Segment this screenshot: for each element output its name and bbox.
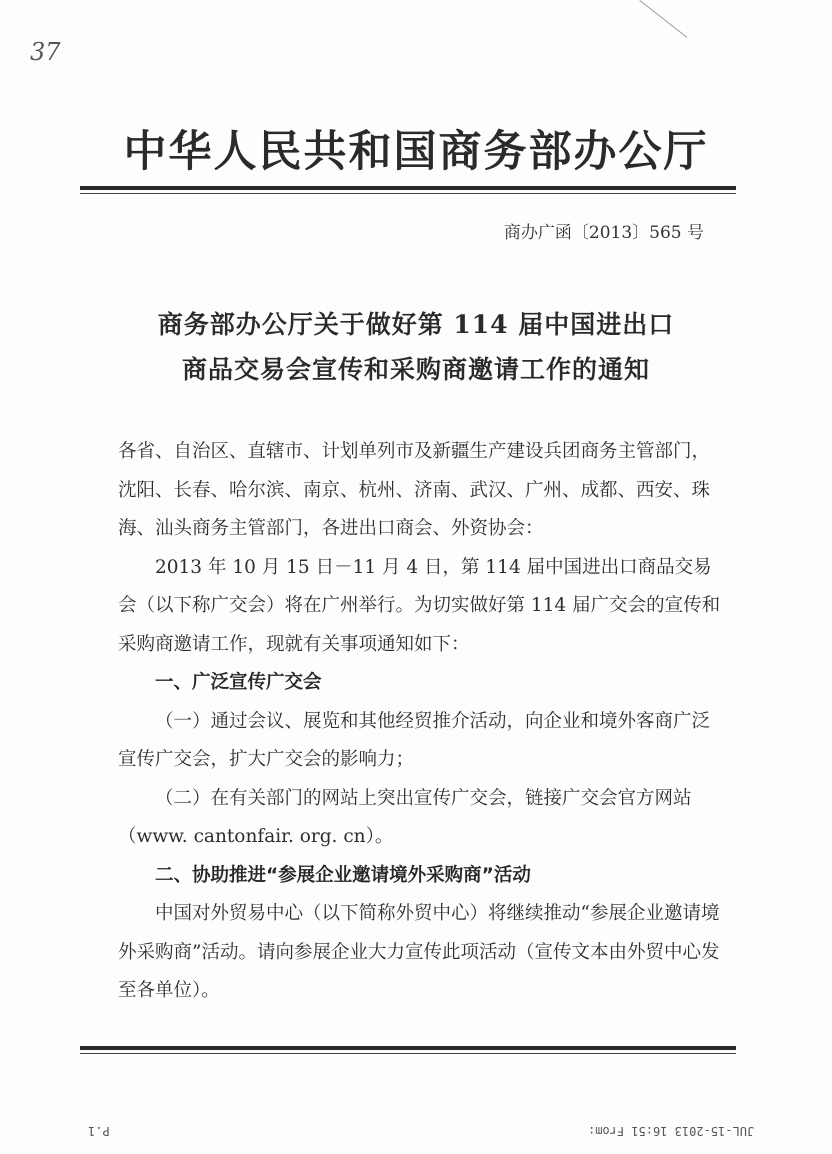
document-title-line-2: 商品交易会宣传和采购商邀请工作的通知 — [181, 355, 650, 384]
page-label: P.1 — [88, 1124, 110, 1138]
recipients-paragraph: 各省、自治区、直辖市、计划单列市及新疆生产建设兵团商务主管部门，沈阳、长春、哈尔滨、南京、杭州、济南、武汉、广州、成都、西安、珠海、汕头商务主管部门，各进出口商会、外资协会： — [118, 441, 711, 539]
section-heading-1: 一、广泛宣传广交会 — [155, 672, 322, 693]
fax-stamp: JUL-15-2013 16:51 From: — [588, 1124, 755, 1138]
intro-paragraph: 2013 年 10 月 15 日－11 月 4 日，第 114 届中国进出口商品交易会（以下称广交会）将在广州举行。为切实做好第 114 届广交会的宣传和采购商邀请工作，现就有关事项通知如下： — [118, 556, 721, 655]
section-2-paragraph-1: 中国对外贸易中心（以下简称外贸中心）将继续推动“参展企业邀请境外采购商”活动。请向参展企业大力宣传此项活动（宣传文本由外贸中心发至各单位）。 — [118, 903, 720, 1001]
footer-rule-thick — [80, 1046, 736, 1050]
section-1-paragraph-2: （二）在有关部门的网站上突出宣传广交会，链接广交会官方网站（www. cantonfair. org. cn）。 — [118, 787, 692, 847]
document-body — [118, 433, 722, 1011]
footer-rule-thin — [80, 1053, 736, 1054]
section-1-paragraph-1: （一）通过会议、展览和其他经贸推介活动，向企业和境外客商广泛宣传广交会，扩大广交会的影响力； — [118, 710, 711, 770]
issuing-organization: 中华人民共和国商务部办公厅 — [123, 127, 709, 177]
fold-mark — [639, 0, 687, 38]
document-number: 商办广函〔2013〕565 号 — [503, 223, 704, 243]
section-heading-2: 二、协助推进“参展企业邀请境外采购商”活动 — [155, 864, 531, 886]
handwritten-page-mark: 37 — [30, 38, 61, 66]
document-title-line-1: 商务部办公厅关于做好第 114 届中国进出口 — [157, 310, 675, 339]
header-rule-thick — [80, 186, 736, 190]
header-rule-thin — [80, 193, 736, 194]
